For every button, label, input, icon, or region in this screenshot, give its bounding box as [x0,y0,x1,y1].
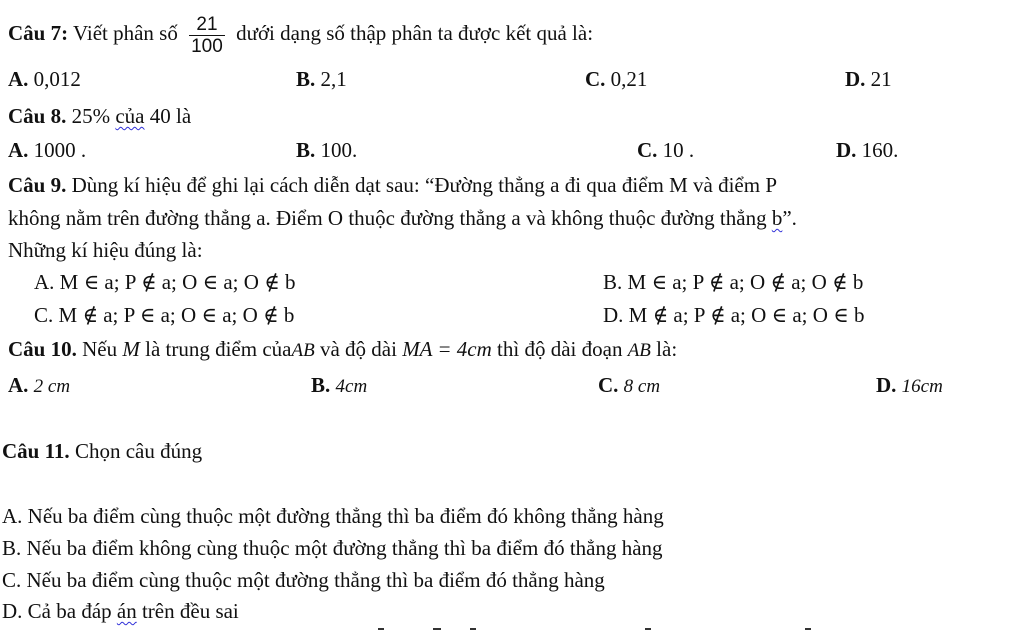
option-text: 1000 . [33,138,87,162]
question-8-label: Câu 8. [8,104,67,128]
option-letter: C. [598,373,619,397]
option-text: 4cm [335,376,368,397]
question-10-option-b [311,372,367,400]
option-text: trên đều sai [141,599,239,623]
question-9-line-3: Những kí hiệu đúng là: [8,238,203,262]
question-7-option-d [845,66,892,92]
option-text: 21 [870,67,892,91]
question-9-text-1: Dùng kí hiệu để ghi lại cách diễn dạt sau: “Đường thẳng a đi qua điểm M và điểm P [71,173,778,197]
option-text: 16cm [901,376,943,397]
question-8-word-cua: của [115,104,145,128]
question-11-option-b: B. Nếu ba điểm không cùng thuộc một đường thẳng thì ba điểm đó thẳng hàng [2,536,663,560]
question-11-option-d [2,598,239,624]
option-letter: A. [8,373,29,397]
option-text: 0,012 [33,67,81,91]
question-10-option-c [598,372,660,400]
option-text: D. Cả ba đáp [2,599,112,623]
question-9-option-c [34,302,294,328]
option-text: 0,21 [610,67,648,91]
question-11-option-a: A. Nếu ba điểm cùng thuộc một đường thẳng thì ba điểm đó không thẳng hàng [2,504,664,528]
option-text: 10 . [662,138,695,162]
option-text: 100. [320,138,358,162]
question-10-stem [8,336,677,364]
question-10-label: Câu 10. [8,337,77,361]
option-letter: A. [34,270,55,294]
option-text: 2,1 [320,67,347,91]
question-8-percent: 25% [71,104,111,128]
math-expression-ma: MA = 4cm [402,337,492,361]
question-9-option-a [34,269,295,295]
option-text: 160. [861,138,899,162]
question-10-text: thì độ dài đoạn [497,337,623,361]
question-10-option-d [876,372,943,400]
option-letter: D. [876,373,897,397]
option-text: M ∈ a; P ∉ a; O ∉ a; O ∉ b [627,270,864,294]
option-letter: A. [8,138,29,162]
question-11-option-c: C. Nếu ba điểm cùng thuộc một đường thẳng thì ba điểm đó thẳng hàng [2,568,605,592]
question-9-option-d [603,302,864,328]
question-9-option-b [603,269,863,295]
question-7-option-c [585,66,647,92]
option-letter: C. [637,138,658,162]
option-letter: D. [845,67,866,91]
question-8-option-d [836,137,898,163]
cropped-next-line [0,622,1024,632]
question-9-quote-close: ”. [782,206,797,230]
question-9-line-2 [8,205,797,231]
question-8-option-c [637,137,694,163]
fraction-21-over-100 [189,14,225,57]
fraction-numerator: 21 [189,14,225,36]
option-text: 2 cm [33,376,71,397]
question-7-option-a [8,66,81,92]
question-10-text: là: [656,337,678,361]
question-10-text: Nếu [82,337,118,361]
fraction-denominator: 100 [191,35,223,57]
option-text: M ∈ a; P ∉ a; O ∈ a; O ∉ b [59,270,296,294]
question-7-option-b [296,66,347,92]
math-point-m: M [122,337,140,361]
question-10-text: là trung điểm của [145,337,292,361]
option-letter: B. [296,67,316,91]
question-8-option-b [296,137,357,163]
option-letter: B. [603,270,623,294]
option-letter: C. [585,67,606,91]
option-letter: A. [8,67,29,91]
math-segment-ab: AB [627,340,651,361]
question-7-stem [8,12,593,57]
question-9-text-2: không nằm trên đường thẳng a. Điểm O thuộc đường thẳng a và không thuộc đường thẳng [8,206,767,230]
option-letter: B. [296,138,316,162]
option-letter: D. [836,138,857,162]
question-9-line-1 [8,172,777,198]
question-11-stem [2,438,202,464]
option-text-underlined: án [116,599,137,623]
question-8-stem [8,103,191,129]
question-8-text: 40 là [149,104,192,128]
question-9-label: Câu 9. [8,173,67,197]
question-11-prompt: Chọn câu đúng [74,439,203,463]
question-7-label: Câu 7: [8,21,69,45]
math-segment-ab: AB [291,340,315,361]
option-letter: C. [34,303,54,327]
option-letter: D. [603,303,624,327]
question-7-text-after: dưới dạng số thập phân ta được kết quả là: [236,21,594,45]
question-10-option-a [8,372,70,400]
option-letter: B. [311,373,331,397]
question-8-option-a [8,137,86,163]
question-10-text: và độ dài [319,337,397,361]
question-11-label: Câu 11. [2,439,70,463]
question-9-line-b: b [771,206,783,230]
question-7-text-before: Viết phân số [72,21,178,45]
option-text: 8 cm [623,376,661,397]
option-text: M ∉ a; P ∉ a; O ∈ a; O ∈ b [628,303,865,327]
option-text: M ∉ a; P ∈ a; O ∈ a; O ∉ b [58,303,295,327]
